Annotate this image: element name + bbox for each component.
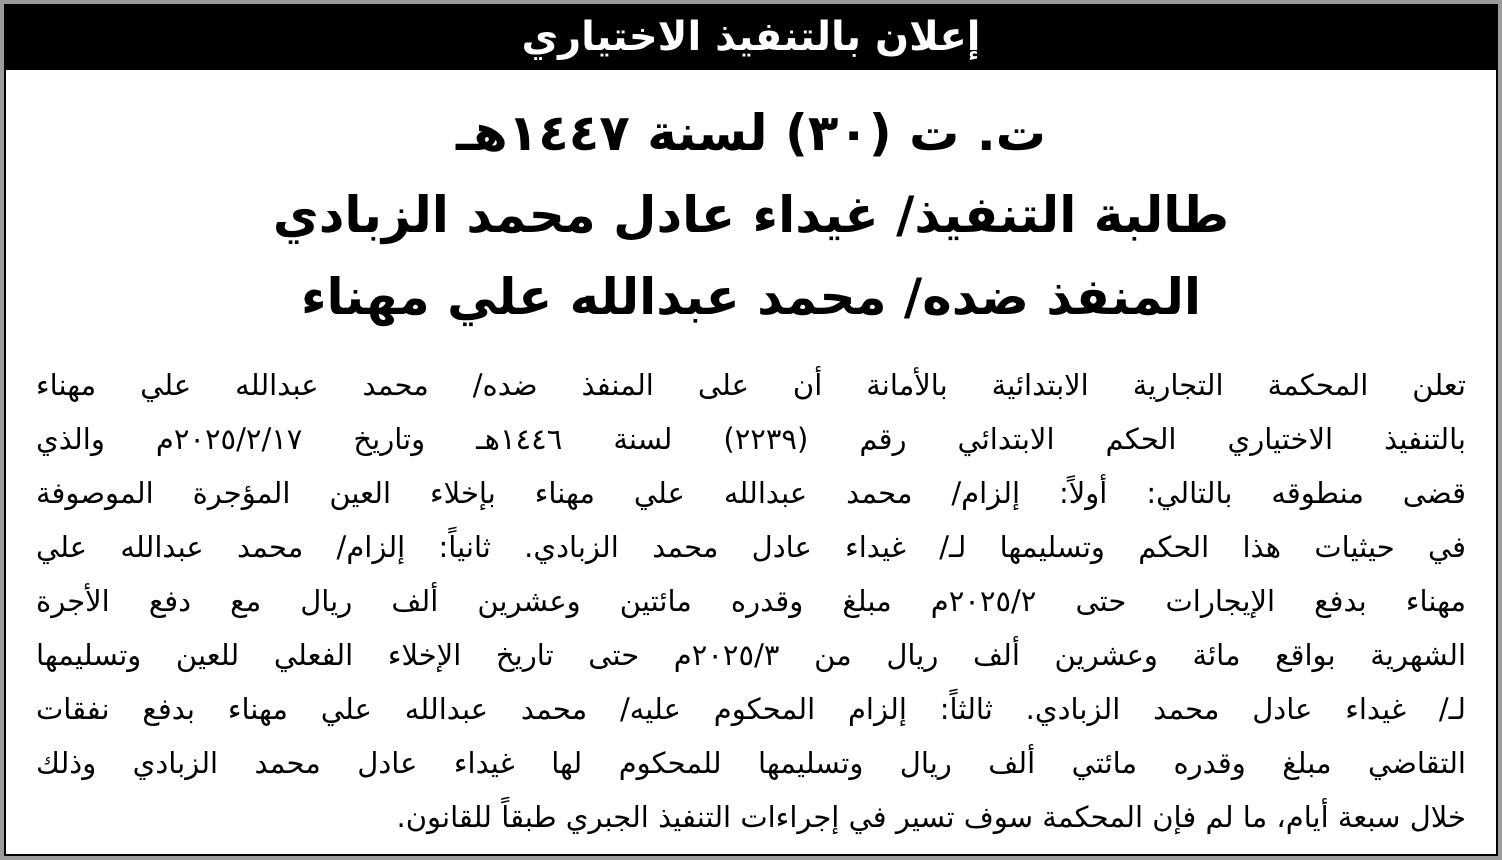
body-line: تعلن المحكمة التجارية الابتدائية بالأمانة أن على المنفذ ضده/ محمد عبدالله علي مهناء [36, 368, 1466, 402]
body-line: مهناء بدفع الإيجارات حتى ٢٠٢٥/٢م مبلغ وقدره مائتين وعشرين ألف ريال مع دفع الأجرة [36, 584, 1466, 618]
body-line: لـ/ غيداء عادل محمد الزبادي. ثالثاً: إلزام المحكوم عليه/ محمد عبدالله علي مهناء بدفع نفقات [36, 692, 1466, 726]
case-number-heading: ت. ت (٣٠) لسنة ١٤٤٧هـ [455, 104, 1047, 162]
body-line: الشهرية بواقع مائة وعشرين ألف ريال من ٢٠٢٥/٣م حتى تاريخ الإخلاء الفعلي للعين وتسليمها [36, 638, 1466, 672]
banner-title: إعلان بالتنفيذ الاختياري [521, 14, 981, 60]
legal-notice [4, 4, 1498, 856]
body-line: بالتنفيذ الاختياري الحكم الابتدائي رقم (٢٢٣٩) لسنة ١٤٤٦هـ وتاريخ ٢٠٢٥/٢/١٧م والذي [36, 422, 1466, 456]
body-line: التقاضي مبلغ وقدره مائتي ألف ريال وتسليمها للمحكوم لها غيداء عادل محمد الزبادي وذلك [36, 746, 1466, 780]
notice-headings [6, 92, 1496, 338]
notice-banner [4, 4, 1498, 70]
respondent-heading: المنفذ ضده/ محمد عبدالله علي مهناء [300, 268, 1202, 326]
body-line: في حيثيات هذا الحكم وتسليمها لـ/ غيداء عادل محمد الزبادي. ثانياً: إلزام/ محمد عبدالله علي [36, 530, 1466, 564]
claimant-heading: طالبة التنفيذ/ غيداء عادل محمد الزبادي [272, 186, 1230, 244]
notice-body [36, 358, 1466, 844]
body-line: قضى منطوقه بالتالي: أولاً: إلزام/ محمد عبدالله علي مهناء بإخلاء العين المؤجرة الموصوفة [36, 476, 1466, 510]
body-line: خلال سبعة أيام، ما لم فإن المحكمة سوف تسير في إجراءات التنفيذ الجبري طبقاً للقانون. [396, 800, 1466, 834]
